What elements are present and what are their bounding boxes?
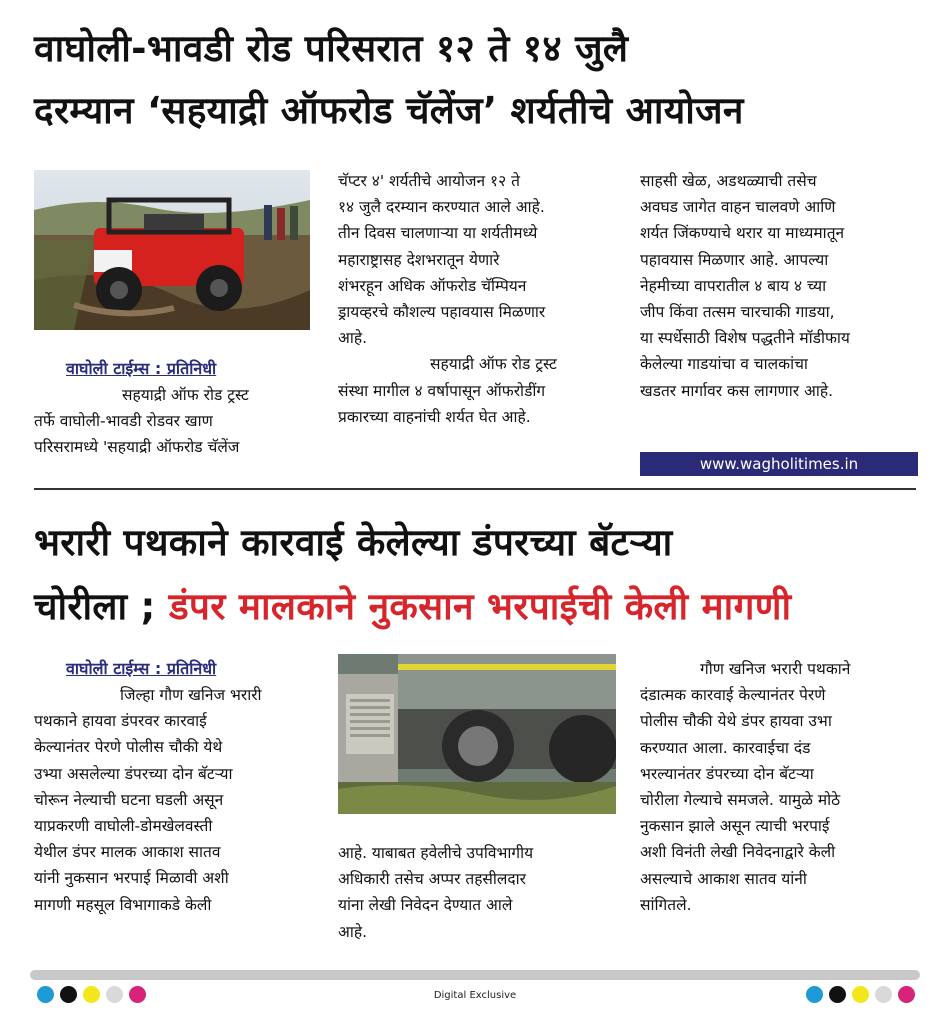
article2-headline-line2: [34, 576, 791, 638]
article1-col1-line: सहयाद्री ऑफ रोड ट्रस्ट: [122, 386, 249, 404]
article2-col1-line: यांनी नुकसान भरपाई मिळावी अशी: [34, 869, 229, 888]
article2-col3-line: पोलीस चौकी येथे डंपर हायवा उभा: [640, 712, 832, 731]
article1-byline: वाघोली टाईम्स : प्रतिनिधी: [66, 359, 217, 378]
article2-col3-line: दंडात्मक कारवाई केल्यानंतर पेरणे: [640, 686, 826, 705]
article1-headline-line2: दरम्यान ‘सहयाद्री ऑफरोड चॅलेंज’ शर्यतीचे आयोजन: [34, 89, 744, 132]
article2-col2-line: अधिकारी तसेच अप्पर तहसीलदार: [338, 870, 527, 889]
article2-col1-line: येथील डंपर मालक आकाश सातव: [34, 843, 221, 862]
article2-col2-line: आहे. याबाबत हवेलीचे उपविभागीय: [338, 844, 534, 862]
article2-col1-line: मागणी महसूल विभागाकडे केली: [34, 895, 212, 914]
article2-col3-line: चोरीला गेल्याचे समजले. यामुळे मोठे: [640, 791, 841, 810]
article2-col2-line: आहे.: [338, 922, 367, 941]
article1-col3-line: केलेल्या गाडयांचा व चालकांचा: [640, 355, 808, 374]
article2-headline-line1: भरारी पथकाने कारवाई केलेल्या डंपरच्या बॅटऱ्या: [34, 521, 673, 564]
article1-col2-line: शंभरहून अधिक ऑफरोड चॅम्पियन: [338, 276, 527, 295]
article1-col3-line: नेहमीच्या वापरातील ४ बाय ४ च्या: [640, 276, 827, 295]
article2-col1-line: केल्यानंतर पेरणे पोलीस चौकी येथे: [34, 738, 223, 757]
article2-headline-red: डंपर मालकाने नुकसान भरपाईची केली मागणी: [168, 585, 792, 628]
article1-col2-line: सहयाद्री ऑफ रोड ट्रस्ट: [430, 355, 557, 374]
article2-col1-line: उभ्या असलेल्या डंपरच्या दोन बॅटऱ्या: [34, 764, 233, 783]
article1-column3: [640, 168, 918, 404]
article2-col3-line: गौण खनिज भरारी पथकाने: [700, 660, 851, 678]
article2-col3-line: सांगितले.: [640, 895, 692, 914]
article2-headline-black: चोरीला ;: [34, 585, 169, 628]
section-divider: [34, 488, 916, 490]
article2-col3-line: असल्याचे आकाश सातव यांनी: [640, 869, 807, 888]
website-link[interactable]: www.wagholitimes.in: [640, 452, 918, 476]
article2-column1: [34, 656, 312, 918]
jeep-photo: [34, 170, 310, 330]
article1-col2-line: प्रकारच्या वाहनांची शर्यत घेत आहे.: [338, 407, 531, 426]
article1-col3-line: साहसी खेळ, अडथळ्याची तसेच: [640, 172, 817, 190]
article2-col3-line: नुकसान झाले असून त्याची भरपाई: [640, 817, 830, 836]
article1-col3-line: अवघड जागेत वाहन चालवणे आणि: [640, 198, 836, 217]
article2-column3: [640, 656, 918, 918]
footer-bar: [30, 970, 920, 980]
article1-col2-line: तीन दिवस चालणाऱ्या या शर्यतीमध्ये: [338, 224, 538, 243]
article1-col2-line: ड्रायव्हरचे कौशल्य पहावयास मिळणार: [338, 303, 546, 322]
article2-col1-line: याप्रकरणी वाघोली-डोमखेलवस्ती: [34, 817, 213, 836]
article1-headline-line1: वाघोली-भावडी रोड परिसरात १२ ते १४ जुलै: [34, 27, 629, 70]
article2-byline: वाघोली टाईम्स : प्रतिनिधी: [66, 659, 217, 678]
article1-col1-line: तर्फे वाघोली-भावडी रोडवर खाण: [34, 412, 213, 431]
article1-col3-line: जीप किंवा तत्सम चारचाकी गाडया,: [640, 303, 835, 322]
article1-col3-line: खडतर मार्गावर कस लागणार आहे.: [640, 381, 834, 400]
article1-col3-line: पहावयास मिळणार आहे. आपल्या: [640, 250, 829, 269]
article1-col1-line: परिसरामध्ये 'सहयाद्री ऑफरोड चॅलेंज: [34, 438, 240, 457]
article2-col3-line: अशी विनंती लेखी निवेदनाद्वारे केली: [640, 843, 836, 862]
article1-col2-line: महाराष्ट्रासह देशभरातून येणारे: [338, 250, 500, 269]
article2-col1-line: पथकाने हायवा डंपरवर कारवाई: [34, 712, 207, 731]
article1-col2-line: आहे.: [338, 329, 367, 348]
article1-column1: [34, 356, 312, 461]
article2-col1-line: जिल्हा गौण खनिज भरारी: [120, 686, 262, 704]
article2-col1-line: चोरून नेल्याची घटना घडली असून: [34, 790, 224, 809]
article2-col2-line: यांना लेखी निवेदन देण्यात आले: [338, 896, 513, 915]
article1-col3-line: या स्पर्धेसाठी विशेष पद्धतीने मॉडीफाय: [640, 329, 850, 348]
article1-column2: [338, 168, 616, 430]
article2-column2: [338, 840, 616, 945]
article1-col2-line: चॅप्टर ४' शर्यतीचे आयोजन १२ ते: [338, 172, 520, 190]
footer-label: Digital Exclusive: [433, 990, 517, 1001]
article1-col2-line: १४ जुलै दरम्यान करण्यात आले आहे.: [338, 198, 545, 217]
article1-col3-line: शर्यत जिंकण्याचे थरार या माध्यमातून: [640, 224, 845, 243]
dumper-photo: [338, 654, 616, 814]
article2-col3-line: भरल्यानंतर डंपरच्या दोन बॅटऱ्या: [640, 764, 814, 783]
article2-col3-line: करण्यात आला. कारवाईचा दंड: [640, 738, 811, 757]
article1-col2-line: संस्था मागील ४ वर्षापासून ऑफरोडींग: [338, 381, 546, 400]
